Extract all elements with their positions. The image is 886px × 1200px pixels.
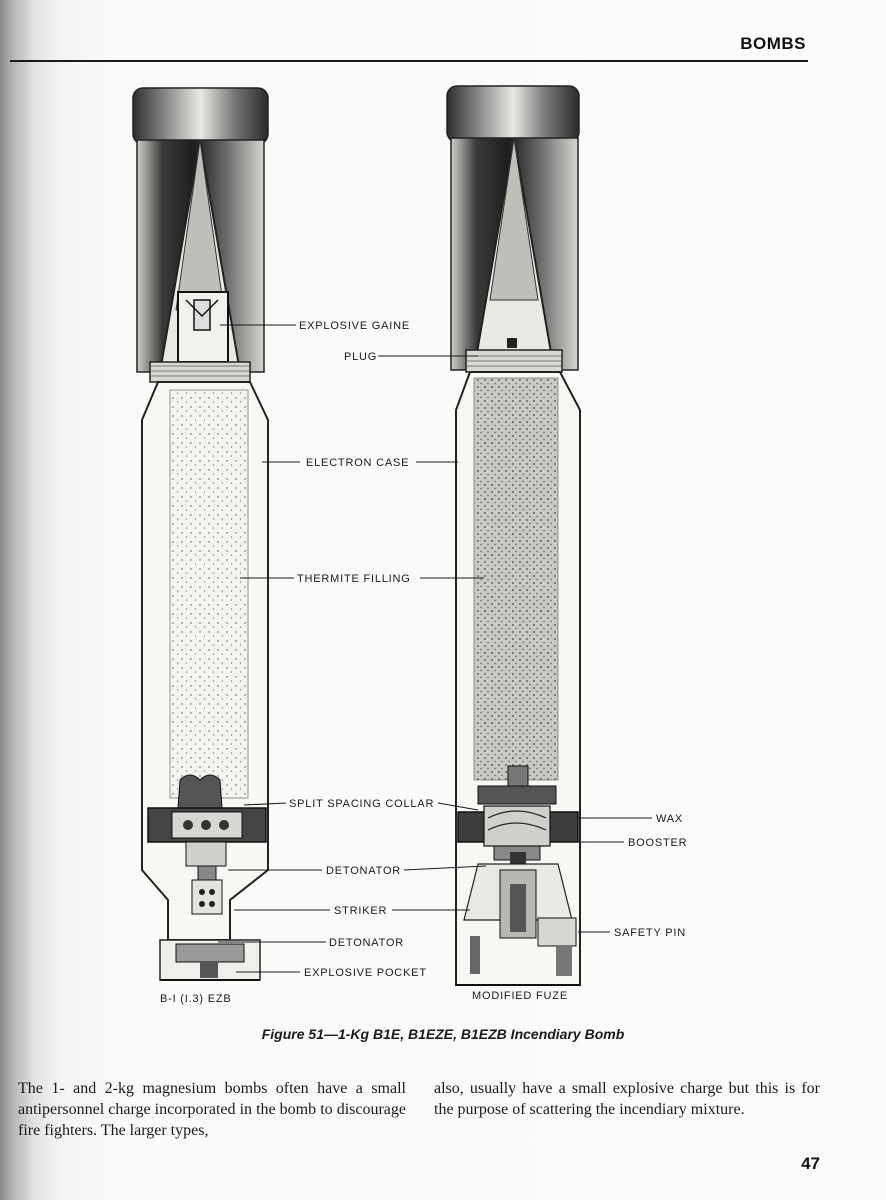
page-number: 47 <box>801 1154 820 1173</box>
label-safety-pin: SAFETY PIN <box>614 927 686 939</box>
leader-lines <box>218 325 652 972</box>
label-electron-case: ELECTRON CASE <box>306 457 410 469</box>
label-detonator-upper: DETONATOR <box>326 865 402 877</box>
right-bomb <box>447 86 580 985</box>
label-detonator-lower: DETONATOR <box>329 937 405 949</box>
section-title: BOMBS <box>740 34 806 53</box>
label-wax: WAX <box>656 813 684 825</box>
label-striker: STRIKER <box>334 905 388 917</box>
label-booster: BOOSTER <box>628 837 688 849</box>
body-text-right: also, usually have a small explosive charge but this is for the purpose of scattering the incendiary mixture. <box>434 1080 820 1118</box>
body-text-left: The 1- and 2-kg magnesium bombs often have a small antipersonnel charge incorporated in the bomb to discourage fire fighters. The larger types, <box>18 1080 406 1139</box>
figure-caption: Figure 51—1-Kg B1E, B1EZE, B1EZB Incendiary Bomb <box>261 1026 625 1042</box>
right-bomb-title: MODIFIED FUZE <box>472 990 568 1002</box>
label-explosive-gaine: EXPLOSIVE GAINE <box>299 320 411 332</box>
left-bomb-title: B-I (I.3) EZB <box>160 993 232 1005</box>
left-bomb <box>133 88 268 980</box>
label-split-spacing-collar: SPLIT SPACING COLLAR <box>289 798 435 810</box>
label-explosive-pocket: EXPLOSIVE POCKET <box>304 967 427 979</box>
label-thermite-filling: THERMITE FILLING <box>297 573 411 585</box>
label-plug: PLUG <box>344 351 378 363</box>
